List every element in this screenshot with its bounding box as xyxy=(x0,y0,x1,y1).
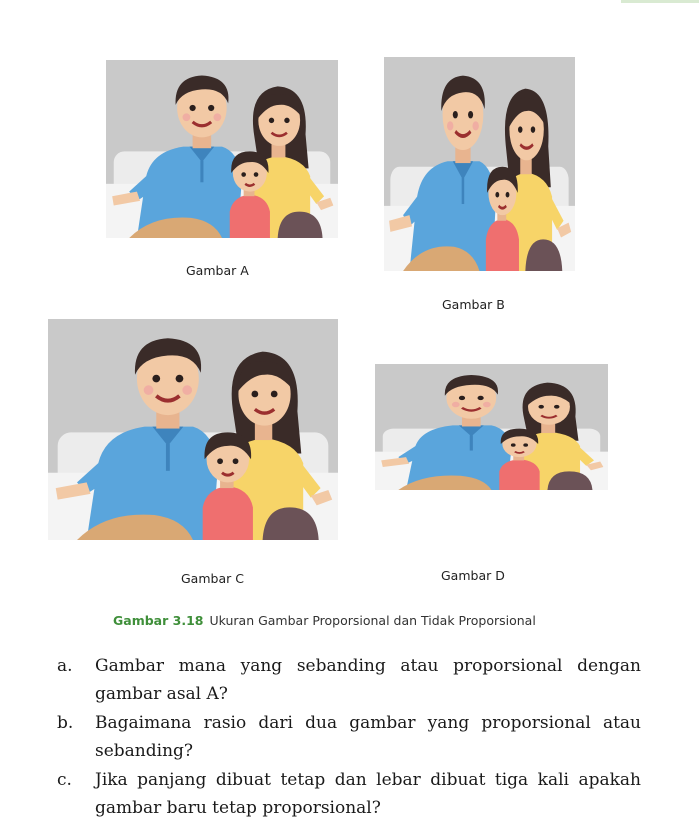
figure-caption-text: Ukuran Gambar Proporsional dan Tidak Proporsional xyxy=(209,613,536,628)
figure-label-b: Gambar B xyxy=(442,297,505,312)
page-corner-bar xyxy=(621,0,699,3)
figure-number: Gambar 3.18 xyxy=(113,613,204,628)
question-letter: a. xyxy=(57,656,73,676)
question-text: Jika panjang dibuat tetap dan lebar dibuat tiga kali apakah gambar baru tetap proporsional? xyxy=(95,770,641,818)
question-text: Bagaimana rasio dari dua gambar yang proporsional atau sebanding? xyxy=(95,713,641,761)
question-letter: c. xyxy=(57,770,72,790)
figure-label-a: Gambar A xyxy=(186,263,249,278)
question-b xyxy=(57,709,641,765)
family-image-d xyxy=(375,364,608,490)
figure-label-d: Gambar D xyxy=(441,568,505,583)
question-text: Gambar mana yang sebanding atau proporsional dengan gambar asal A? xyxy=(95,656,641,704)
family-image-a xyxy=(106,60,338,238)
figure-caption xyxy=(113,613,536,628)
figure-label-c: Gambar C xyxy=(181,571,244,586)
question-letter: b. xyxy=(57,713,74,733)
question-a xyxy=(57,652,641,708)
question-c xyxy=(57,766,641,822)
family-image-b xyxy=(384,57,575,271)
family-image-c xyxy=(48,319,338,540)
